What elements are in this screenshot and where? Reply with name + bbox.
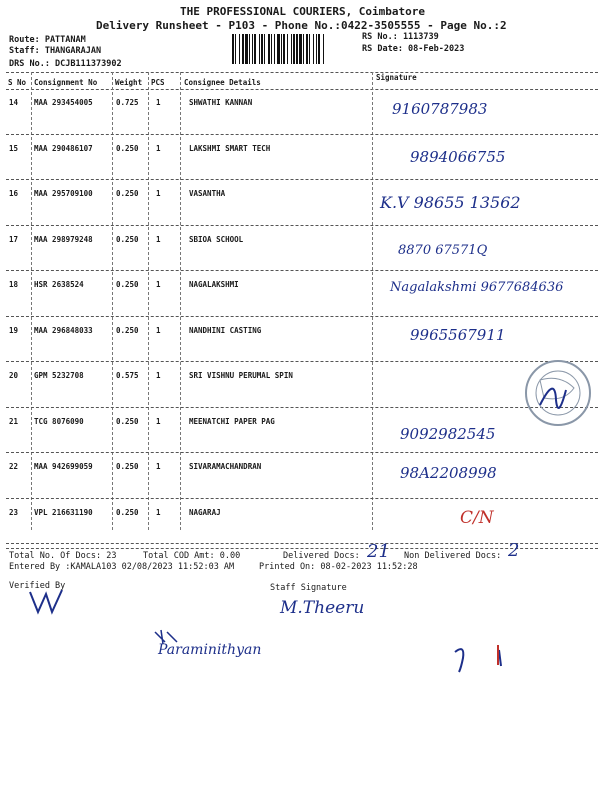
row-consignment-no: MAA 290486107	[34, 143, 93, 153]
row-pcs: 1	[156, 280, 161, 289]
pen-mark	[455, 649, 501, 672]
row-consignee: SIVARAMACHANDRAN	[189, 462, 262, 471]
row-sno: 16	[9, 189, 19, 198]
row-consignment-no: MAA 942699059	[34, 462, 93, 471]
row-consignment-no: GPM 5232708	[34, 371, 84, 380]
row-consignee: LAKSHMI SMART TECH	[189, 143, 271, 153]
row-pcs: 1	[156, 234, 161, 244]
row-signature-handwritten: 8870 67571Q	[398, 242, 488, 258]
row-weight: 0.250	[116, 507, 139, 517]
row-pcs: 1	[156, 507, 161, 517]
row-sno: 22	[9, 462, 19, 471]
row-consignee: VASANTHA	[189, 189, 226, 198]
row-weight: 0.250	[116, 416, 139, 426]
non-delivered-docs-handwritten: 2	[508, 540, 520, 561]
row-consignee: SHWATHI KANNAN	[189, 98, 253, 107]
row-sno: 23	[9, 507, 19, 517]
row-weight: 0.250	[116, 280, 139, 289]
row-sno: 17	[9, 234, 19, 244]
row-sno: 14	[9, 98, 19, 107]
row-pcs: 1	[156, 143, 161, 153]
verifier-initial-mark	[30, 590, 62, 612]
row-consignee: NAGALAKSHMI	[189, 280, 239, 289]
row-signature-handwritten: 9160787983	[392, 100, 488, 118]
staff-text: Staff: THANGARAJAN	[9, 46, 102, 56]
row-weight: 0.725	[116, 98, 139, 107]
row-consignee: MEENATCHI PAPER PAG	[189, 416, 275, 426]
runsheet-title: Delivery Runsheet - P103 - Phone No.:0422-3505555 - Page No.:2	[96, 19, 507, 32]
row-consignment-no: MAA 295709100	[34, 189, 93, 198]
route-text: Route: PATTANAM	[9, 35, 86, 45]
staff-signature-handwritten: M.Theeru	[280, 598, 365, 618]
row-pcs: 1	[156, 325, 161, 335]
row-sno: 15	[9, 143, 19, 153]
row-signature-handwritten: C/N	[460, 507, 494, 528]
row-pcs: 1	[156, 98, 161, 107]
col-header-consignment: Consignment No	[34, 78, 98, 87]
row-weight: 0.250	[116, 189, 139, 198]
row-consignment-no: VPL 216631190	[34, 507, 93, 517]
row-pcs: 1	[156, 462, 161, 471]
row-consignee: SRI VISHNU PERUMAL SPIN	[189, 371, 293, 380]
printed-on: Printed On: 08-02-2023 11:52:28	[259, 562, 418, 572]
row-sno: 19	[9, 325, 19, 335]
row-consignment-no: MAA 298979248	[34, 234, 93, 244]
verified-by-label: Verified By	[9, 581, 66, 591]
row-signature-handwritten: K.V 98655 13562	[380, 193, 521, 212]
staff-signature-label: Staff Signature	[270, 583, 347, 593]
row-signature-handwritten: 9092982545	[400, 424, 496, 443]
verifier-signature-handwritten: Paraminithyan	[158, 642, 262, 658]
col-header-consignee: Consignee Details	[184, 78, 261, 87]
row-sno: 21	[9, 416, 19, 426]
row-signature-handwritten: 9965567911	[410, 325, 506, 344]
row-signature-handwritten: 9894066755	[410, 147, 506, 166]
row-consignment-no: MAA 293454005	[34, 98, 93, 107]
delivered-docs-label: Delivered Docs:	[283, 551, 360, 561]
row-consignment-no: TCG 8076090	[34, 416, 84, 426]
row-consignee: NANDHINI CASTING	[189, 325, 262, 335]
row-consignee: NAGARAJ	[189, 507, 221, 517]
entered-by: Entered By :KAMALA103 02/08/2023 11:52:03 AM	[9, 562, 235, 572]
delivered-docs-handwritten: 21	[367, 541, 390, 562]
col-header-signature: Signature	[376, 73, 417, 82]
row-weight: 0.575	[116, 371, 139, 380]
row-signature-handwritten: 98A2208998	[400, 464, 497, 482]
verifier-initial-mark	[155, 630, 177, 644]
row-sno: 18	[9, 280, 19, 289]
row-weight: 0.250	[116, 325, 139, 335]
row-consignment-no: MAA 296848033	[34, 325, 93, 335]
rs-number: RS No.: 1113739	[362, 32, 439, 42]
non-delivered-docs-label: Non Delivered Docs:	[404, 551, 502, 561]
row-signature-handwritten: Nagalakshmi 9677684636	[390, 280, 564, 295]
col-header-weight: Weight	[115, 78, 143, 87]
col-header-pcs: PCS	[151, 78, 165, 87]
total-cod: Total COD Amt: 0.00	[143, 551, 241, 561]
row-pcs: 1	[156, 416, 161, 426]
company-title: THE PROFESSIONAL COURIERS, Coimbatore	[180, 5, 426, 18]
col-header-sno: S No	[8, 78, 27, 87]
drs-number: DRS No.: DCJB111373902	[9, 59, 122, 69]
row-weight: 0.250	[116, 143, 139, 153]
row-consignment-no: HSR 2638524	[34, 280, 84, 289]
row-pcs: 1	[156, 371, 161, 380]
row-pcs: 1	[156, 189, 161, 198]
row-sno: 20	[9, 371, 19, 380]
row-weight: 0.250	[116, 234, 139, 244]
row-weight: 0.250	[116, 462, 139, 471]
rs-date: RS Date: 08-Feb-2023	[362, 44, 465, 54]
row-consignee: SBIOA SCHOOL	[189, 234, 244, 244]
total-docs: Total No. Of Docs: 23	[9, 551, 117, 561]
